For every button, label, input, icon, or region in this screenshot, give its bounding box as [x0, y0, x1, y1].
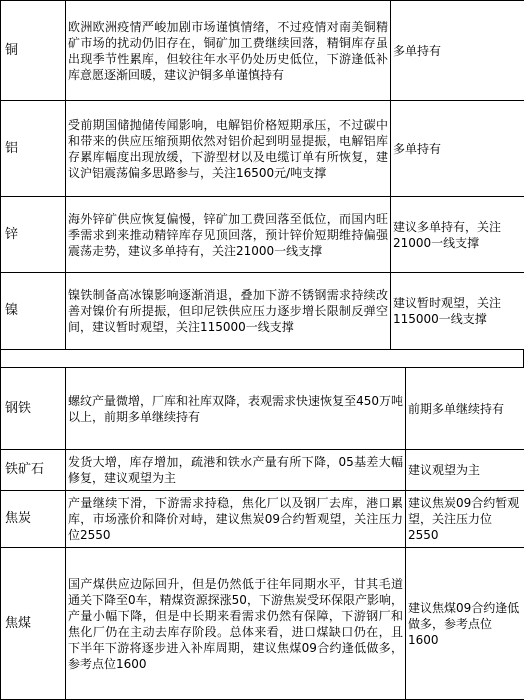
market-commentary: 欧洲欧洲疫情严峻加剧市场谨慎情绪，不过疫情对南美铜精矿市场的扰动仍旧存在，铜矿加工费继续回落，精铜库存虽出现季节性累库，但较往年水平仍处历史低位，下游逢低补库意愿逐渐回暖，建议沪铜多单谨慎持有 — [66, 1, 391, 101]
commodity-name: 焦煤 — [1, 548, 66, 700]
trading-recommendation: 前期多单继续持有 — [406, 368, 524, 450]
trading-recommendation: 建议焦煤09合约逢低做多，参考点位1600 — [406, 548, 524, 700]
table-row — [1, 1, 524, 101]
commodity-name: 铜 — [1, 1, 66, 101]
commodity-name: 焦炭 — [1, 491, 66, 548]
market-commentary: 受前期国储抛储传闻影响，电解铝价格短期承压，不过碳中和带来的供应压缩预期依然对铝价起到明显提振，电解铝库存累库幅度出现放缓，下游型材以及电缆订单有所恢复，建议沪铝震荡偏多思路参与，关注16500元/吨支撑 — [66, 101, 391, 197]
market-commentary: 发货大增，库存增加，疏港和铁水产量有所下降，05基差大幅修复，建议观望为主 — [66, 450, 406, 491]
commodity-name: 镍 — [1, 273, 66, 350]
trading-recommendation: 建议观望为主 — [406, 450, 524, 491]
market-commentary: 国产煤供应边际回升，但是仍然低于往年同期水平，甘其毛道通关下降至0车，精煤资源探涨50，下游焦炭受环保限产影响，产量小幅下降，但是中长期来看需求仍然有保障，下游钢厂和焦化厂仍在主动去库存阶段。总体来看，进口煤缺口仍在，且下半年下游将逐步进入补库周期，建议焦煤09合约逢低做多，参考点位1600 — [66, 548, 406, 700]
table-row — [1, 450, 524, 491]
commodity-name: 锌 — [1, 197, 66, 273]
ferrous-table — [0, 367, 524, 700]
commodity-name: 铁矿石 — [1, 450, 66, 491]
commodity-name: 铝 — [1, 101, 66, 197]
market-commentary: 产量继续下滑，下游需求持稳，焦化厂以及钢厂去库，港口累库，市场涨价和降价对峙，建议焦炭09合约暂观望，关注压力位2550 — [66, 491, 406, 548]
trading-recommendation: 建议焦炭09合约暂观望，关注压力位2550 — [406, 491, 524, 548]
table-row — [1, 548, 524, 700]
table-row — [1, 368, 524, 450]
market-commentary: 海外锌矿供应恢复偏慢，锌矿加工费回落至低位，而国内旺季需求到来推动精锌库存见顶回落，预计锌价短期维持偏强震荡走势，建议多单持有，关注21000一线支撑 — [66, 197, 391, 273]
trading-recommendation: 多单持有 — [391, 1, 524, 101]
table-gap — [0, 349, 524, 367]
table-row — [1, 273, 524, 350]
table-row — [1, 491, 524, 548]
trading-recommendation: 建议暂时观望，关注115000一线支撑 — [391, 273, 524, 350]
table-row — [1, 197, 524, 273]
market-commentary: 螺纹产量微增，厂库和社库双降，表观需求快速恢复至450万吨以上，前期多单继续持有 — [66, 368, 406, 450]
trading-recommendation: 建议多单持有，关注21000一线支撑 — [391, 197, 524, 273]
market-commentary: 镍铁制备高冰镍影响逐渐消退，叠加下游不锈钢需求持续改善对镍价有所提振，但印尼铁供应压力逐步增长限制反弹空间，建议暂时观望，关注115000一线支撑 — [66, 273, 391, 350]
commodity-name: 钢铁 — [1, 368, 66, 450]
table-row — [1, 101, 524, 197]
trading-recommendation: 多单持有 — [391, 101, 524, 197]
